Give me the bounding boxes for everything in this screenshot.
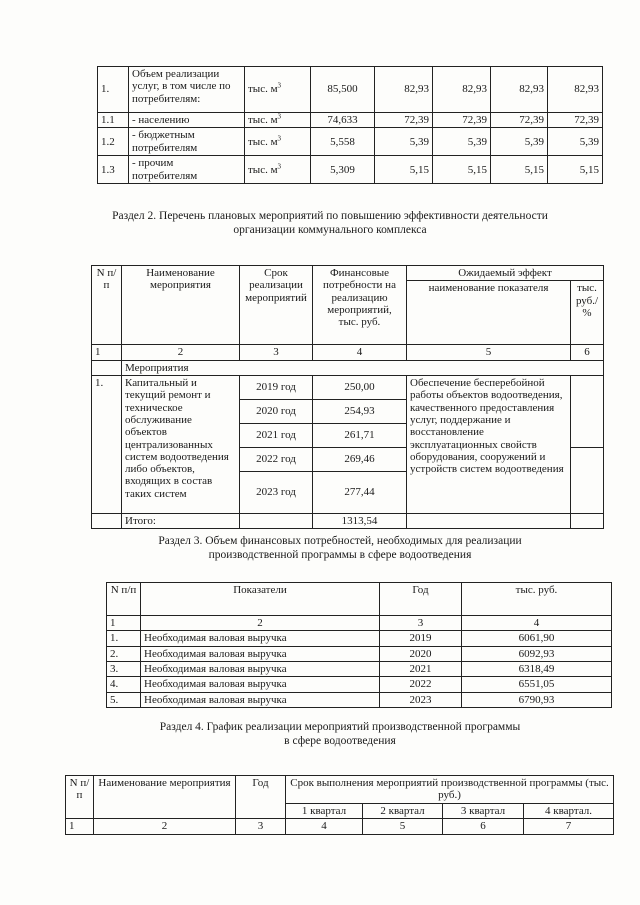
table-row: 2023 год 277,44 (92, 471, 604, 513)
table-row: 1.3 - прочим потребителям тыс. $м^3$ 5,309 5,15 5,15 5,15 5,15 (98, 156, 603, 184)
finance-needs-table (106, 582, 612, 708)
table-row: 2020 год 254,93 (92, 399, 604, 423)
table-row: 3. Необходимая валовая выручка 2021 6318,49 (107, 661, 612, 676)
total-row: Итого: 1313,54 (92, 513, 604, 528)
col-header-year: Год (236, 776, 286, 819)
col-header-q2: 2 квартал (363, 804, 443, 819)
volume-table (97, 66, 603, 184)
col-header-num: N п/ п (66, 776, 94, 819)
table-row: 1. Необходимая валовая выручка 2019 6061,90 (107, 631, 612, 646)
table-row: 1. Капитальный и текущий ремонт и техническое обслуживание объектов централизованных систем водоотведения либо объектов, входящих в состав таких систем 2019 год 250,00 Обеспечение бесперебойной работы объектов водоотведения, качественного предоставления услуг, поддержание и восстановление эксплуатационных свойств оборудования, сооружений и устройств систем водоотведения (92, 375, 604, 399)
table-row: 5. Необходимая валовая выручка 2023 6790,93 (107, 692, 612, 707)
col-header-name: Наименование мероприятия (122, 266, 240, 345)
table-row: 1.1 - населению тыс. $м^3$ 74,633 72,39 72,39 72,39 72,39 (98, 113, 603, 128)
measures-table (91, 265, 604, 529)
table-row: 2022 год 269,46 (92, 447, 604, 471)
section4-title: Раздел 4. График реализации мероприятий производственной программы в сфере водоотведения (159, 721, 521, 748)
col-header-amount: тыс. руб. (462, 583, 612, 616)
table-row: 1. Объем реализации услуг, в том числе по потребителям: тыс. $м^3$ 85,500 82,93 82,93 82,93 82,93 (98, 67, 603, 113)
section3-title: Раздел 3. Объем финансовых потребностей, необходимых для реализации производственной программы в сфере водоотведения (158, 535, 522, 562)
col-header-indicator: Показатели (141, 583, 380, 616)
column-numbers-row: 1 2 3 4 (107, 616, 612, 631)
section2-title: Раздел 2. Перечень плановых мероприятий по повышению эффективности деятельности организации коммунального комплекса (112, 210, 548, 237)
column-numbers-row: 1 2 3 4 5 6 7 (66, 819, 614, 834)
col-header-term: Срок выполнения мероприятий производственной программы (тыс. руб.) (286, 776, 614, 804)
column-numbers-row: 1 2 3 4 5 6 (92, 345, 604, 360)
col-header-name: Наименование мероприятия (94, 776, 236, 819)
col-header-q1: 1 квартал (286, 804, 363, 819)
table-row: 2021 год 261,71 (92, 423, 604, 447)
table-row: 2. Необходимая валовая выручка 2020 6092,93 (107, 646, 612, 661)
col-header-q3: 3 квартал (443, 804, 524, 819)
col-header-q4: 4 квартал. (524, 804, 614, 819)
col-header-finance: Финансовые потребности на реализацию мероприятий, тыс. руб. (313, 266, 407, 345)
col-header-unit: тыс. руб./ % (571, 281, 604, 345)
schedule-table (65, 775, 614, 835)
col-header-num: N п/п (107, 583, 141, 616)
col-header-year: Год (380, 583, 462, 616)
measure-name: Капитальный и текущий ремонт и техническое обслуживание объектов централизованных систем водоотведения либо объектов, входящих в состав таких систем (122, 375, 240, 513)
col-header-indicator: наименование показателя (407, 281, 571, 345)
effect-text: Обеспечение бесперебойной работы объектов водоотведения, качественного предоставления услуг, поддержание и восстановление эксплуатационных свойств оборудования, сооружений и устройств систем водоотведения (407, 375, 571, 513)
col-header-effect: Ожидаемый эффект (407, 266, 604, 281)
table-row: 4. Необходимая валовая выручка 2022 6551,05 (107, 677, 612, 692)
table-row: 1.2 - бюджетным потребителям тыс. $м^3$ 5,558 5,39 5,39 5,39 5,39 (98, 128, 603, 156)
col-header-term: Срок реализации мероприятий (240, 266, 313, 345)
col-header-num: N п/п (92, 266, 122, 345)
group-label: Мероприятия (122, 360, 604, 375)
